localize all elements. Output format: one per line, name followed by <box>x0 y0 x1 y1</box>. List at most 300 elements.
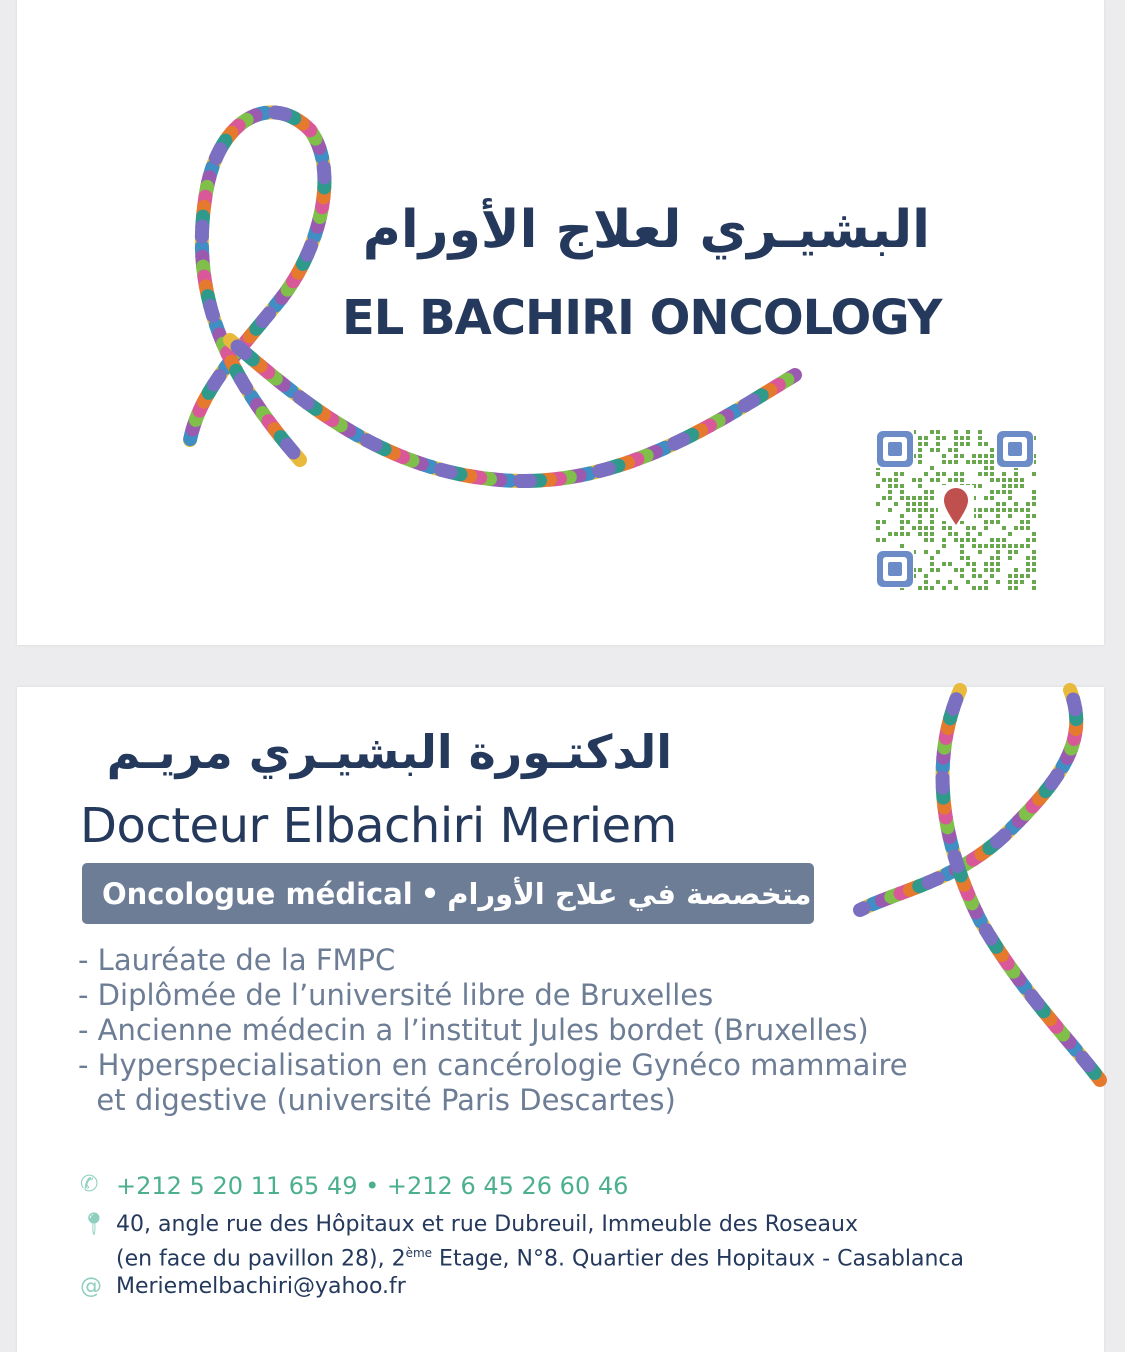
qr-module <box>930 496 934 500</box>
qr-module <box>948 478 952 482</box>
qr-module <box>1026 520 1030 524</box>
qr-module <box>978 574 982 578</box>
qr-module <box>930 562 934 566</box>
qr-module <box>1002 526 1006 530</box>
qr-module <box>1026 574 1030 578</box>
qr-module <box>888 442 902 456</box>
qr-module <box>930 466 934 470</box>
address-sup: ème <box>405 1246 433 1260</box>
qr-module <box>1008 532 1012 536</box>
qr-module <box>1032 568 1036 572</box>
qr-module <box>972 544 976 548</box>
qr-module <box>942 472 946 476</box>
qr-module <box>1026 514 1030 518</box>
qr-module <box>990 478 994 482</box>
qr-module <box>972 538 976 542</box>
qr-module <box>1032 472 1036 476</box>
qr-module <box>1014 502 1018 506</box>
location-pin-icon: 📍︎ <box>80 1212 108 1237</box>
qr-module <box>924 574 928 578</box>
qr-module <box>930 430 934 434</box>
qr-module <box>1008 442 1022 456</box>
qr-module <box>996 514 1000 518</box>
qr-module <box>918 514 922 518</box>
qr-module <box>978 454 982 458</box>
qr-module <box>924 532 928 536</box>
qr-module <box>1008 514 1012 518</box>
qr-module <box>906 508 910 512</box>
qr-module <box>900 496 904 500</box>
qr-module <box>1032 496 1036 500</box>
qr-module <box>882 496 886 500</box>
qr-module <box>990 466 994 470</box>
qr-module <box>948 580 952 584</box>
qr-module <box>894 472 898 476</box>
qr-module <box>906 520 910 524</box>
doctor-name: Docteur Elbachiri Meriem <box>80 798 677 854</box>
qr-module <box>978 436 982 440</box>
qr-module <box>930 514 934 518</box>
qr-module <box>960 454 964 458</box>
qr-module <box>906 496 910 500</box>
qr-module <box>1008 574 1012 578</box>
qr-module <box>924 508 928 512</box>
qr-module <box>888 562 902 576</box>
qr-module <box>978 514 982 518</box>
phone-icon: ✆ <box>80 1172 99 1197</box>
qr-module <box>966 538 970 542</box>
qr-module <box>948 460 952 464</box>
clinic-name: EL BACHIRI ONCOLOGY <box>342 290 942 346</box>
qr-module <box>978 532 982 536</box>
qr-module <box>1008 490 1012 494</box>
qr-module <box>876 526 880 530</box>
qr-module <box>1008 556 1012 560</box>
qualification-item: et digestive (université Paris Descartes) <box>78 1083 676 1117</box>
qr-module <box>1008 478 1012 482</box>
qr-module <box>1032 586 1036 590</box>
qr-module <box>996 562 1000 566</box>
qr-module <box>1020 520 1024 524</box>
qr-module <box>1014 544 1018 548</box>
qr-module <box>996 556 1000 560</box>
qr-module <box>930 448 934 452</box>
qr-module <box>942 436 946 440</box>
qr-module <box>942 526 946 530</box>
qr-module <box>930 478 934 482</box>
qr-module <box>918 568 922 572</box>
qr-module <box>978 586 982 590</box>
qr-module <box>1020 478 1024 482</box>
qr-module <box>1002 502 1006 506</box>
qr-module <box>954 448 958 452</box>
qr-module <box>984 454 988 458</box>
qr-module <box>936 568 940 572</box>
qr-module <box>1026 502 1030 506</box>
qr-module <box>918 442 922 446</box>
qr-module <box>1014 472 1018 476</box>
qr-module <box>882 520 886 524</box>
arabic-doctor-name: الدكتـورة البشيـري مريـم <box>106 725 672 779</box>
qr-module <box>942 538 946 542</box>
qr-module <box>912 526 916 530</box>
qr-module <box>1014 478 1018 482</box>
qr-module <box>948 562 952 566</box>
qr-module <box>876 502 880 506</box>
qr-module <box>1026 562 1030 566</box>
qr-module <box>954 586 958 590</box>
qr-module <box>942 454 946 458</box>
qr-module <box>1032 490 1036 494</box>
qr-module <box>966 532 970 536</box>
qr-module <box>978 460 982 464</box>
qr-module <box>990 556 994 560</box>
qr-module <box>918 520 922 524</box>
qr-module <box>924 526 928 530</box>
qr-module <box>918 586 922 590</box>
specialty-badge <box>82 863 814 924</box>
qualification-item: - Lauréate de la FMPC <box>78 943 396 977</box>
qr-module <box>900 514 904 518</box>
qr-module <box>888 496 892 500</box>
address-line-2a: (en face du pavillon 28), 2 <box>116 1246 406 1272</box>
qr-module <box>966 442 970 446</box>
qr-module <box>936 550 940 554</box>
qr-module <box>930 508 934 512</box>
qr-module <box>930 586 934 590</box>
qr-module <box>912 496 916 500</box>
qr-module <box>894 484 898 488</box>
qr-module <box>984 568 988 572</box>
qr-module <box>888 532 892 536</box>
qr-module <box>1014 484 1018 488</box>
qr-module <box>954 454 958 458</box>
qr-module <box>912 502 916 506</box>
qr-module <box>996 520 1000 524</box>
qr-module <box>924 436 928 440</box>
qr-module <box>1020 544 1024 548</box>
qr-module <box>918 484 922 488</box>
qr-module <box>888 508 892 512</box>
qr-module <box>990 472 994 476</box>
qr-module <box>876 484 880 488</box>
qr-module <box>990 544 994 548</box>
qr-module <box>906 532 910 536</box>
qr-module <box>972 562 976 566</box>
qr-module <box>900 526 904 530</box>
qr-module <box>960 568 964 572</box>
qr-module <box>936 448 940 452</box>
qr-module <box>1008 550 1012 554</box>
qr-module <box>876 472 880 476</box>
qr-module <box>960 436 964 440</box>
qr-module <box>912 508 916 512</box>
qr-module <box>996 490 1000 494</box>
qr-module <box>996 538 1000 542</box>
qr-module <box>1002 478 1006 482</box>
qr-module <box>1020 484 1024 488</box>
address-line-1: 40, angle rue des Hôpitaux et rue Dubreuil, Immeuble des Roseaux <box>116 1212 858 1237</box>
qr-module <box>954 532 958 536</box>
qr-module <box>984 472 988 476</box>
qr-module <box>918 436 922 440</box>
qr-module <box>948 526 952 530</box>
qr-module <box>1032 562 1036 566</box>
qr-module <box>966 430 970 434</box>
qr-module <box>984 496 988 500</box>
qr-module <box>1020 508 1024 512</box>
qr-module <box>990 520 994 524</box>
qr-module <box>924 538 928 542</box>
qr-module <box>978 442 982 446</box>
qr-module <box>900 544 904 548</box>
qr-module <box>984 442 988 446</box>
qr-module <box>1002 484 1006 488</box>
qr-module <box>930 532 934 536</box>
qr-module <box>990 454 994 458</box>
qr-module <box>978 484 982 488</box>
qr-module <box>1026 508 1030 512</box>
qr-module <box>900 532 904 536</box>
qualifications-list <box>78 943 908 1118</box>
qr-module <box>990 538 994 542</box>
qr-module <box>1020 526 1024 530</box>
qr-module <box>1014 568 1018 572</box>
qr-module <box>960 478 964 482</box>
qr-module <box>978 508 982 512</box>
qr-module <box>990 568 994 572</box>
qr-module <box>882 478 886 482</box>
qr-module <box>972 574 976 578</box>
at-icon: @ <box>80 1274 102 1299</box>
email: Meriemelbachiri@yahoo.fr <box>116 1274 406 1299</box>
qr-module <box>942 460 946 464</box>
qr-module <box>936 442 940 446</box>
qr-module <box>966 562 970 566</box>
qr-module <box>936 472 940 476</box>
qr-module <box>1032 532 1036 536</box>
qr-module <box>924 472 928 476</box>
qr-module <box>978 472 982 476</box>
qr-module <box>954 478 958 482</box>
qr-module <box>984 520 988 524</box>
qr-module <box>918 448 922 452</box>
address-line-2b: Etage, N°8. Quartier des Hopitaux - Casablanca <box>432 1246 964 1272</box>
qr-module <box>900 484 904 488</box>
specialty-separator: • <box>420 876 440 911</box>
phone-row <box>80 1172 628 1200</box>
qr-module <box>960 556 964 560</box>
qr-module <box>1014 526 1018 530</box>
qr-module <box>894 478 898 482</box>
qr-module <box>942 544 946 548</box>
qr-module <box>888 478 892 482</box>
qr-module <box>1008 496 1012 500</box>
qr-module <box>912 478 916 482</box>
qr-module <box>1002 538 1006 542</box>
qr-module <box>918 508 922 512</box>
qr-module <box>984 508 988 512</box>
qr-module <box>984 466 988 470</box>
qr-module <box>960 574 964 578</box>
qr-module <box>918 496 922 500</box>
qr-module <box>1008 484 1012 488</box>
qr-module <box>1026 556 1030 560</box>
qr-module <box>996 508 1000 512</box>
qr-module <box>966 580 970 584</box>
qr-module <box>1032 502 1036 506</box>
qr-module <box>954 460 958 464</box>
qr-module <box>1032 550 1036 554</box>
qr-module <box>972 454 976 458</box>
qr-module <box>996 550 1000 554</box>
qr-module <box>918 454 922 458</box>
qr-module <box>876 538 880 542</box>
qr-module <box>900 472 904 476</box>
qr-module <box>930 538 934 542</box>
qr-module <box>1002 508 1006 512</box>
qr-module <box>1008 508 1012 512</box>
qr-module <box>972 568 976 572</box>
qr-module <box>954 538 958 542</box>
qr-module <box>984 526 988 530</box>
qr-module <box>984 562 988 566</box>
qr-module <box>894 532 898 536</box>
qr-module <box>1008 580 1012 584</box>
qr-module <box>978 430 982 434</box>
qr-module <box>954 430 958 434</box>
qr-module <box>972 586 976 590</box>
qr-module <box>918 460 922 464</box>
qr-module <box>1020 574 1024 578</box>
qr-module <box>966 556 970 560</box>
qr-module <box>966 526 970 530</box>
qr-module <box>1032 580 1036 584</box>
qr-module <box>960 550 964 554</box>
qr-module <box>960 442 964 446</box>
qr-module <box>990 574 994 578</box>
qr-module <box>990 460 994 464</box>
qr-module <box>984 460 988 464</box>
qr-module <box>936 478 940 482</box>
qr-module <box>936 430 940 434</box>
qr-module <box>900 520 904 524</box>
qr-module <box>990 490 994 494</box>
qr-module <box>984 586 988 590</box>
qr-module <box>996 502 1000 506</box>
qr-module <box>1026 544 1030 548</box>
qr-module <box>924 490 928 494</box>
qr-module <box>990 562 994 566</box>
qr-module <box>1002 490 1006 494</box>
qr-module <box>924 550 928 554</box>
qr-module <box>996 478 1000 482</box>
qr-module <box>924 502 928 506</box>
qr-module <box>960 472 964 476</box>
qr-module <box>1026 526 1030 530</box>
qr-module <box>888 490 892 494</box>
qr-module <box>1026 538 1030 542</box>
qr-module <box>936 580 940 584</box>
qr-module <box>924 580 928 584</box>
qr-module <box>1008 586 1012 590</box>
qr-module <box>978 544 982 548</box>
qr-module <box>966 460 970 464</box>
qr-module <box>942 586 946 590</box>
qr-module <box>1032 514 1036 518</box>
address-row <box>80 1210 964 1273</box>
qualification-item: - Hyperspecialisation en cancérologie Gynéco mammaire <box>78 1048 908 1082</box>
qr-module <box>924 586 928 590</box>
qr-module <box>918 478 922 482</box>
qr-module <box>954 472 958 476</box>
qr-module <box>948 532 952 536</box>
qr-module <box>930 526 934 530</box>
qr-module <box>930 556 934 560</box>
qr-module <box>888 484 892 488</box>
qr-module <box>1014 550 1018 554</box>
qr-module <box>948 448 952 452</box>
specialty-ar: متخصصة في علاج الأورام <box>447 876 812 911</box>
qr-module <box>1032 556 1036 560</box>
qr-module <box>1020 580 1024 584</box>
qr-module <box>984 580 988 584</box>
qr-module <box>942 562 946 566</box>
qr-module <box>1014 586 1018 590</box>
qr-module <box>1026 568 1030 572</box>
qr-module <box>990 508 994 512</box>
qr-module <box>882 538 886 542</box>
email-row <box>80 1274 406 1299</box>
qr-module <box>984 544 988 548</box>
qr-module <box>1008 544 1012 548</box>
qr-module <box>978 550 982 554</box>
qr-module <box>918 526 922 530</box>
qr-module <box>996 580 1000 584</box>
qr-module <box>972 526 976 530</box>
qr-module <box>996 544 1000 548</box>
qr-module <box>930 568 934 572</box>
qr-module <box>954 436 958 440</box>
qualification-item: - Diplômée de l’université libre de Bruxelles <box>78 978 714 1012</box>
qr-module <box>918 532 922 536</box>
qr-module <box>1014 580 1018 584</box>
ribbon-segment <box>230 340 795 481</box>
qr-module <box>1014 574 1018 578</box>
qr-module <box>960 538 964 542</box>
qr-module <box>918 502 922 506</box>
qr-module <box>990 448 994 452</box>
qr-module <box>900 490 904 494</box>
qr-module <box>990 496 994 500</box>
qr-module <box>924 442 928 446</box>
qr-module <box>1032 538 1036 542</box>
qr-module <box>1002 544 1006 548</box>
arabic-clinic-name: البشيـري لعلاج الأورام <box>362 200 930 260</box>
qr-module <box>906 502 910 506</box>
specialty-fr: Oncologue médical <box>102 876 413 911</box>
qr-module <box>954 568 958 572</box>
qr-module <box>876 520 880 524</box>
qr-module <box>894 502 898 506</box>
qr-module <box>930 490 934 494</box>
qr-module <box>936 436 940 440</box>
qr-module <box>930 520 934 524</box>
qr-module <box>960 544 964 548</box>
qualification-item: - Ancienne médecin a l’institut Jules bordet (Bruxelles) <box>78 1013 869 1047</box>
qr-module <box>1002 472 1006 476</box>
qr-code-location-icon <box>876 430 1056 595</box>
